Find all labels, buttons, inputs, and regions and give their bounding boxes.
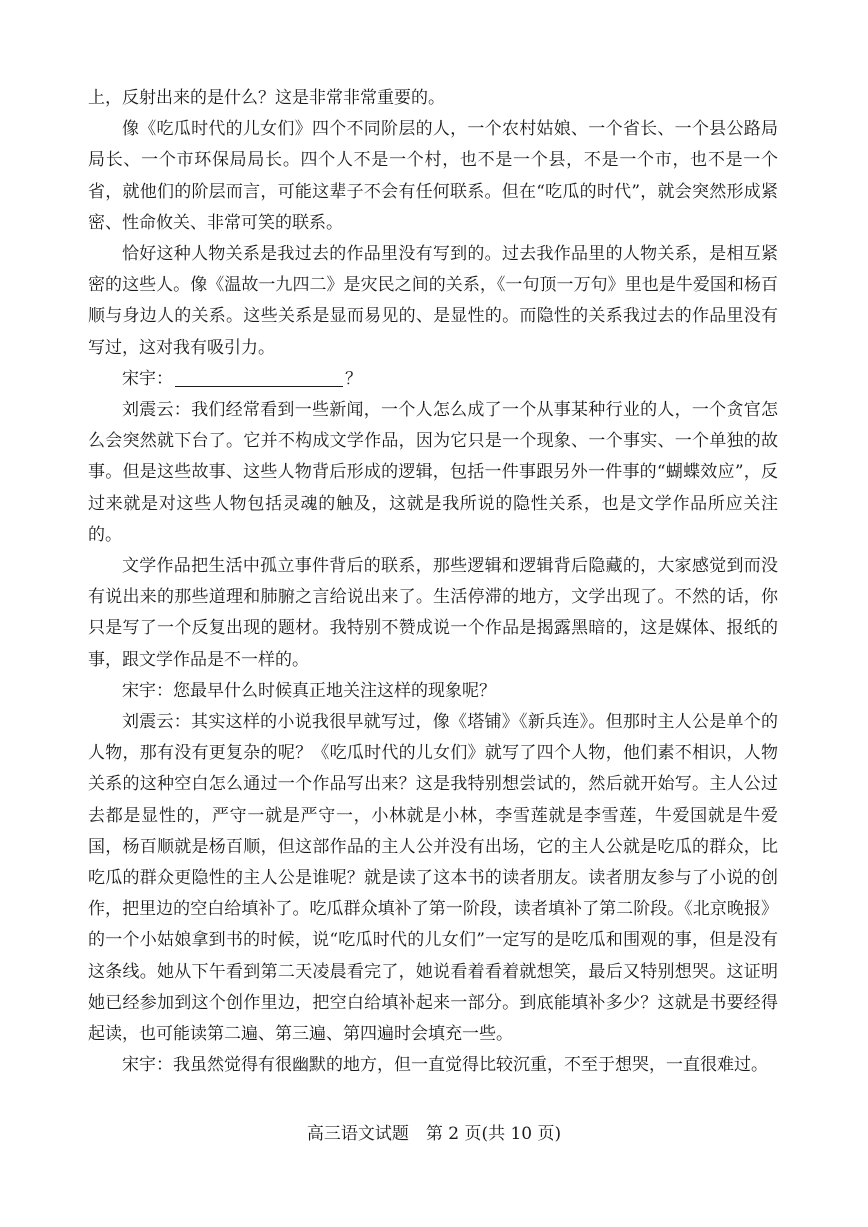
paragraph-3: 恰好这种人物关系是我过去的作品里没有写到的。过去我作品里的人物关系，是相互紧密的这些人。像《温故一九四二》是灾民之间的关系，《一句顶一万句》里也是牛爱国和杨百顺与身边人的关系。这些关系是显而易见的、是显性的。而隐性的关系我过去的作品里没有写过，这对我有吸引力。 (88, 244, 778, 358)
paragraph-7: 宋宇：您最早什么时候真正地关注这样的现象呢？ (122, 680, 496, 701)
paragraph-1: 上，反射出来的是什么？这是非常非常重要的。 (88, 88, 445, 108)
paragraph-9: 宋宇：我虽然觉得有很幽默的地方，但一直觉得比较沉重，不至于想哭，一直很难过。 (122, 1055, 768, 1076)
page-footer: 高三语文试题 第 2 页(共 10 页) (306, 1124, 562, 1144)
answer-blank[interactable] (175, 366, 343, 387)
paragraph-8: 刘震云：其实这样的小说我很早就写过，像《塔铺》《新兵连》。但那时主人公是单个的人物，那有没有更复杂的呢？《吃瓜时代的儿女们》就写了四个人物，他们素不相识，人物关系的这种空白怎么通过一个作品写出来？这是我特别想尝试的，然后就开始写。主人公过去都是显性的，严守一就是严守一，小林就是小林，李雪莲就是李雪莲，牛爱国就是牛爱国，杨百顺就是杨百顺，但这部作品的主人公并没有出场，它的主人公就是吃瓜的群众，比吃瓜的群众更隐性的主人公是谁呢？就是读了这本书的读者朋友。读者朋友参与了小说的创作，把里边的空白给填补了。吃瓜群众填补了第一阶段，读者填补了第二阶段。《北京晚报》的一个小姑娘拿到书的时候，说“吃瓜时代的儿女们”一定写的是吃瓜和围观的事，但是没有这条线。她从下午看到第二天凌晨看完了，她说看着看着就想笑，最后又特别想哭。这证明她已经参加到这个创作里边，把空白给填补起来一部分。到底能填补多少？这就是书要经得起读，也可能读第二遍、第三遍、第四遍时会填充一些。 (88, 712, 778, 1045)
speaker-label: 宋宇： (122, 368, 173, 389)
paragraph-5: 刘震云：我们经常看到一些新闻，一个人怎么成了一个从事某种行业的人，一个贪官怎么会突然就下台了。它并不构成文学作品，因为它只是一个现象、一个事实、一个单独的故事。但是这些故事、这些人物背后形成的逻辑，包括一件事跟另外一件事的“蝴蝶效应”，反过来就是对这些人物包括灵魂的触及，这就是我所说的隐性关系，也是文学作品所应关注的。 (88, 400, 778, 545)
question-blank-paragraph (88, 364, 778, 395)
paragraph-2: 像《吃瓜时代的儿女们》四个不同阶层的人，一个农村姑娘、一个省长、一个县公路局局长、一个市环保局局长。四个人不是一个村，也不是一个县，不是一个市，也不是一个省，就他们的阶层而言，可能这辈子不会有任何联系。但在“吃瓜的时代”，就会突然形成紧密、性命攸关、非常可笑的联系。 (88, 119, 778, 233)
article-body (88, 83, 778, 1082)
question-mark: ？ (345, 368, 362, 389)
paragraph-6: 文学作品把生活中孤立事件背后的联系，那些逻辑和逻辑背后隐藏的，大家感觉到而没有说出来的那些道理和肺腑之言给说出来了。生活停滞的地方，文学出现了。不然的话，你只是写了一个反复出现的题材。我特别不赞成说一个作品是揭露黑暗的，这是媒体、报纸的事，跟文学作品是不一样的。 (88, 556, 778, 670)
